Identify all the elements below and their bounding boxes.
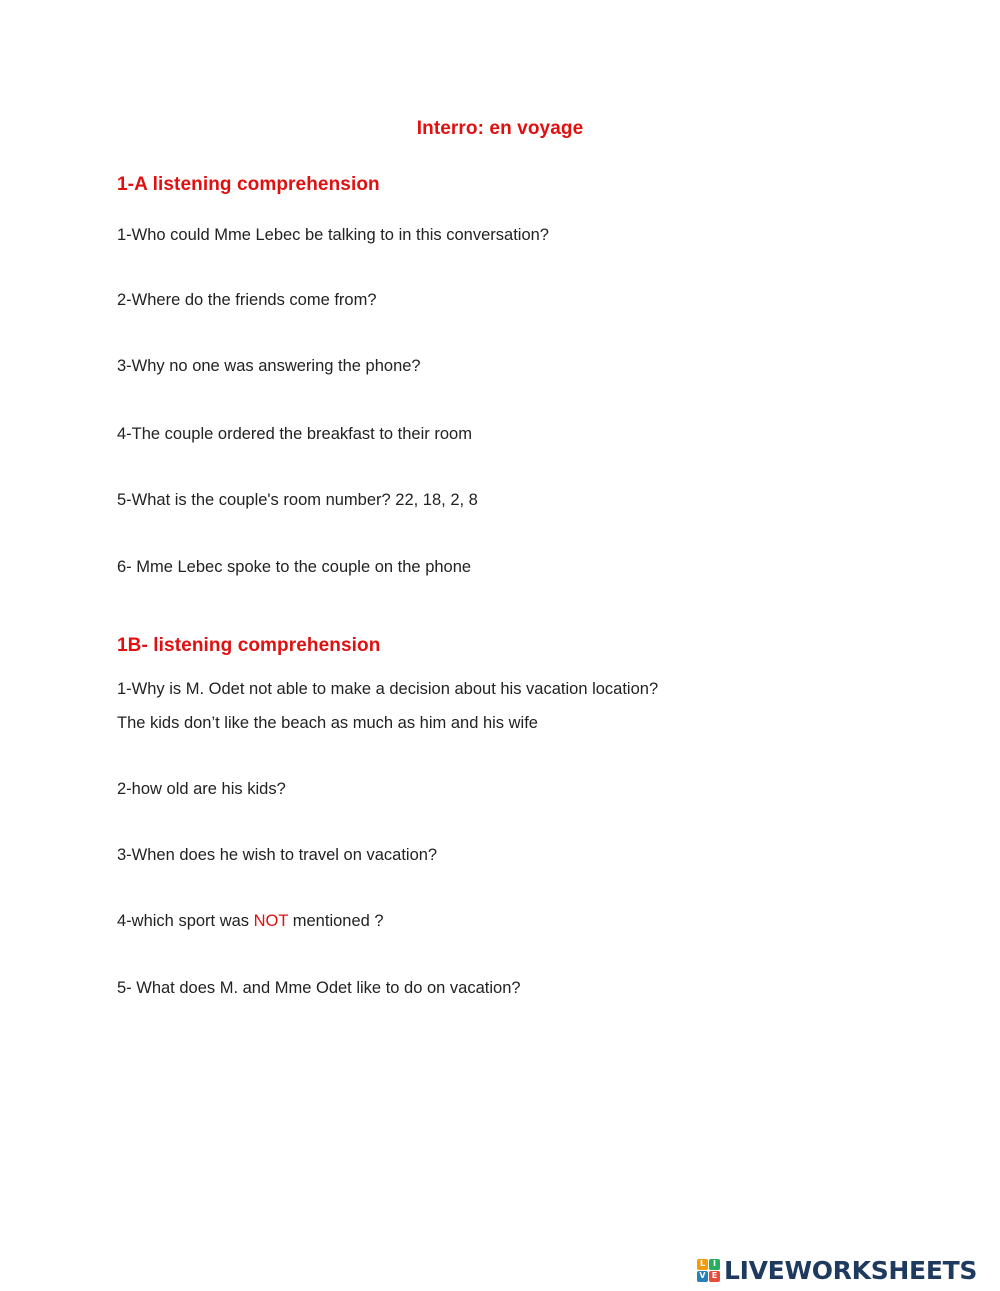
logo-letter-l: L — [697, 1259, 708, 1270]
answer-b1: The kids don’t like the beach as much as him and his wife — [117, 714, 538, 732]
question-b4-end: mentioned ? — [288, 912, 384, 930]
question-b4-emphasis: NOT — [253, 912, 289, 930]
question-a4: 4-The couple ordered the breakfast to their room — [117, 425, 472, 443]
question-b2: 2-how old are his kids? — [117, 780, 286, 798]
page-title: Interro: en voyage — [416, 118, 584, 139]
liveworksheets-logo — [697, 1255, 977, 1285]
section-a-heading: 1-A listening comprehension — [117, 174, 380, 195]
question-b5: 5- What does M. and Mme Odet like to do on vacation? — [117, 979, 521, 997]
question-a3: 3-Why no one was answering the phone? — [117, 357, 421, 375]
question-a1: 1-Who could Mme Lebec be talking to in this conversation? — [117, 226, 549, 244]
question-b4-start: 4-which sport was — [117, 912, 254, 930]
logo-letter-i: I — [709, 1259, 720, 1270]
question-b4 — [117, 912, 384, 931]
logo-text: LIVEWORKSHEETS — [724, 1255, 978, 1285]
logo-letter-v: V — [697, 1271, 708, 1282]
question-a6: 6- Mme Lebec spoke to the couple on the phone — [117, 558, 472, 576]
question-a5: 5-What is the couple's room number? 22, 18, 2, 8 — [117, 491, 478, 509]
section-b-heading: 1B- listening comprehension — [117, 635, 381, 656]
question-b1: 1-Why is M. Odet not able to make a decision about his vacation location? — [117, 680, 659, 698]
question-a2: 2-Where do the friends come from? — [117, 291, 377, 309]
logo-icon — [697, 1259, 720, 1282]
logo-letter-e: E — [709, 1271, 720, 1282]
question-b3: 3-When does he wish to travel on vacation? — [117, 846, 438, 864]
